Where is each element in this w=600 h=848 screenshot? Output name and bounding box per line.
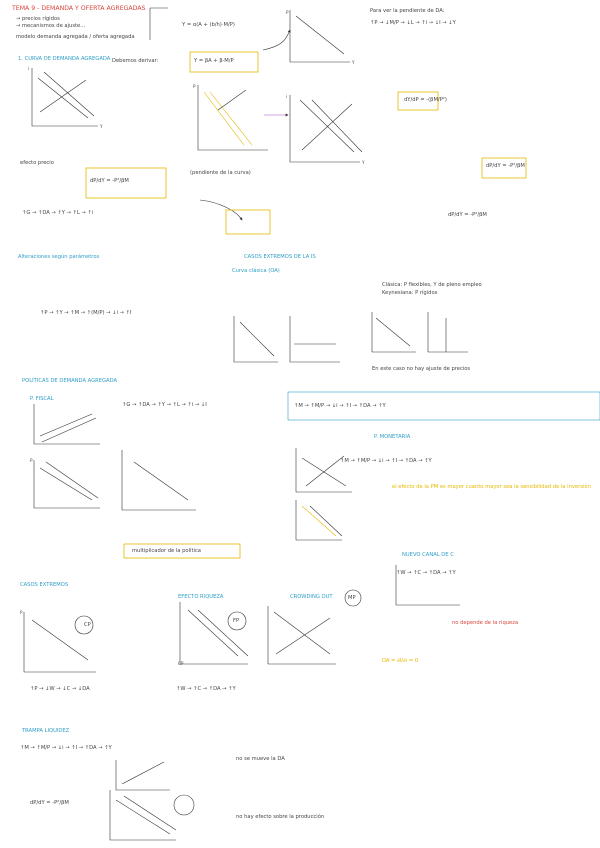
pm-line-box: ↑M → ↑M/P → ↓i → ↑I → ↑DA → ↑Y [294, 403, 386, 409]
nota-trampa: no se mueve la DA [236, 756, 285, 762]
elast-line: ↑G → ↑DA → ↑Y → ↑L → ↑i [22, 210, 94, 216]
nota-pm: el efecto de la PM es mayor cuanto mayor sea la sensibilidad de la inversión [392, 484, 591, 490]
symbol-cp: CP [84, 622, 91, 628]
formula-elasticity-box: dP/dY = -P²/βM [486, 163, 525, 169]
svg-text:CP: CP [178, 661, 184, 666]
wealth-line-2: ↑W → ↑C → ↑DA → ↑Y [176, 686, 236, 692]
svg-text:Y: Y [362, 160, 365, 165]
cl-line: ↑P → ↑Y → ↑M → ↑(M/P) → ↓i → ↑I [40, 310, 132, 316]
axes-center-1 [198, 85, 268, 150]
svg-text:P: P [286, 10, 289, 15]
section-p-monetaria: P. MONETARIA [374, 434, 411, 440]
nota-clasica: Clásica: P flexibles, Y de pleno empleo [382, 282, 482, 288]
model-note: modelo demanda agregada / oferta agregada [16, 34, 135, 40]
trampa-line: ↑M → ↑M/P → ↓i → ↑I → ↑DA → ↑Y [20, 745, 112, 751]
svg-text:i: i [28, 66, 30, 71]
section-trampa: TRAMPA LIQUIDEZ [22, 728, 70, 734]
section-curva-clasica: Curva clásica (OA) [232, 268, 280, 274]
section-p-fiscal: P. FISCAL [30, 396, 54, 402]
svg-text:P: P [30, 458, 33, 463]
pm-line: ↑M → ↑M/P → ↓i → ↑I → ↑DA → ↑Y [340, 458, 432, 464]
svg-text:Y: Y [100, 124, 103, 129]
nota-pendiente: (pendiente de la curva) [190, 170, 251, 176]
shift-line: ↑P → ↓M/P → ↓L → ↑i → ↓I → ↓Y [370, 20, 456, 26]
trampa-eq: DA = ∂I/∂i = 0 [382, 658, 419, 664]
nota-riqueza: no depende de la riqueza [452, 620, 519, 626]
svg-text:Y: Y [352, 60, 355, 65]
trampa-elasticity: dP/dY = -P²/βM [30, 800, 69, 806]
symbol-fp: FP [233, 618, 240, 624]
svg-text:i: i [286, 94, 288, 99]
intro-1: → precios rígidos [16, 16, 60, 22]
section-crowding: CROWDING OUT [290, 594, 333, 600]
canal-line: ↑W → ↑C → ↑DA → ↑Y [396, 570, 456, 576]
axes-top-right [290, 10, 350, 62]
derivation-note: Debemos derivar: [112, 58, 159, 64]
derivation-title: Para ver la pendiente de DA: [370, 8, 445, 14]
formula-derivation: dY/dP = -(βM/P²) [404, 97, 447, 103]
formula-elasticity-left: dP/dY = -P²/βM [90, 178, 129, 184]
section-curva-da: 1. CURVA DE DEMANDA AGREGADA [18, 56, 111, 62]
axes-da-1 [32, 68, 98, 126]
wealth-line: ↑P → ↓W → ↓C → ↓DA [30, 686, 90, 692]
section-efecto-riqueza: EFECTO RIQUEZA [178, 594, 224, 600]
symbol-mp: MP [348, 595, 356, 601]
elast-note: efecto precio [20, 160, 54, 166]
section-politicas: POLÍTICAS DE DEMANDA AGREGADA [22, 378, 118, 384]
section-nuevo-canal: NUEVO CANAL DE C [402, 552, 454, 558]
section-determinantes: Alteraciones según parámetros [18, 254, 100, 260]
intro-2: → mecanismos de ajuste... [16, 23, 86, 29]
nota-keynes: Keynesiana: P rígidos [382, 290, 438, 296]
formula-elasticity: dP/dY = -P²/βM [448, 212, 487, 218]
svg-text:P: P [193, 84, 196, 89]
nota-final: no hay efecto sobre la producción [236, 814, 325, 820]
pf-line: ↑G → ↑DA → ↑Y → ↑L → ↑i → ↓I [122, 402, 207, 408]
page-title: TEMA 9 - DEMANDA Y OFERTA AGREGADAS [12, 5, 146, 12]
formula-lm: Y = α(A + (b/h)·M/P) [182, 22, 235, 28]
section-extremos-is: CASOS EXTREMOS DE LA IS [244, 254, 316, 260]
svg-text:P: P [20, 610, 23, 615]
multiplicador-box: multiplicador de la política [132, 548, 201, 554]
section-casos-extremos: CASOS EXTREMOS [20, 582, 69, 588]
formula-da: Y = βA + β·M/P [194, 58, 234, 64]
nota-extremos: En este caso no hay ajuste de precios [372, 366, 471, 372]
